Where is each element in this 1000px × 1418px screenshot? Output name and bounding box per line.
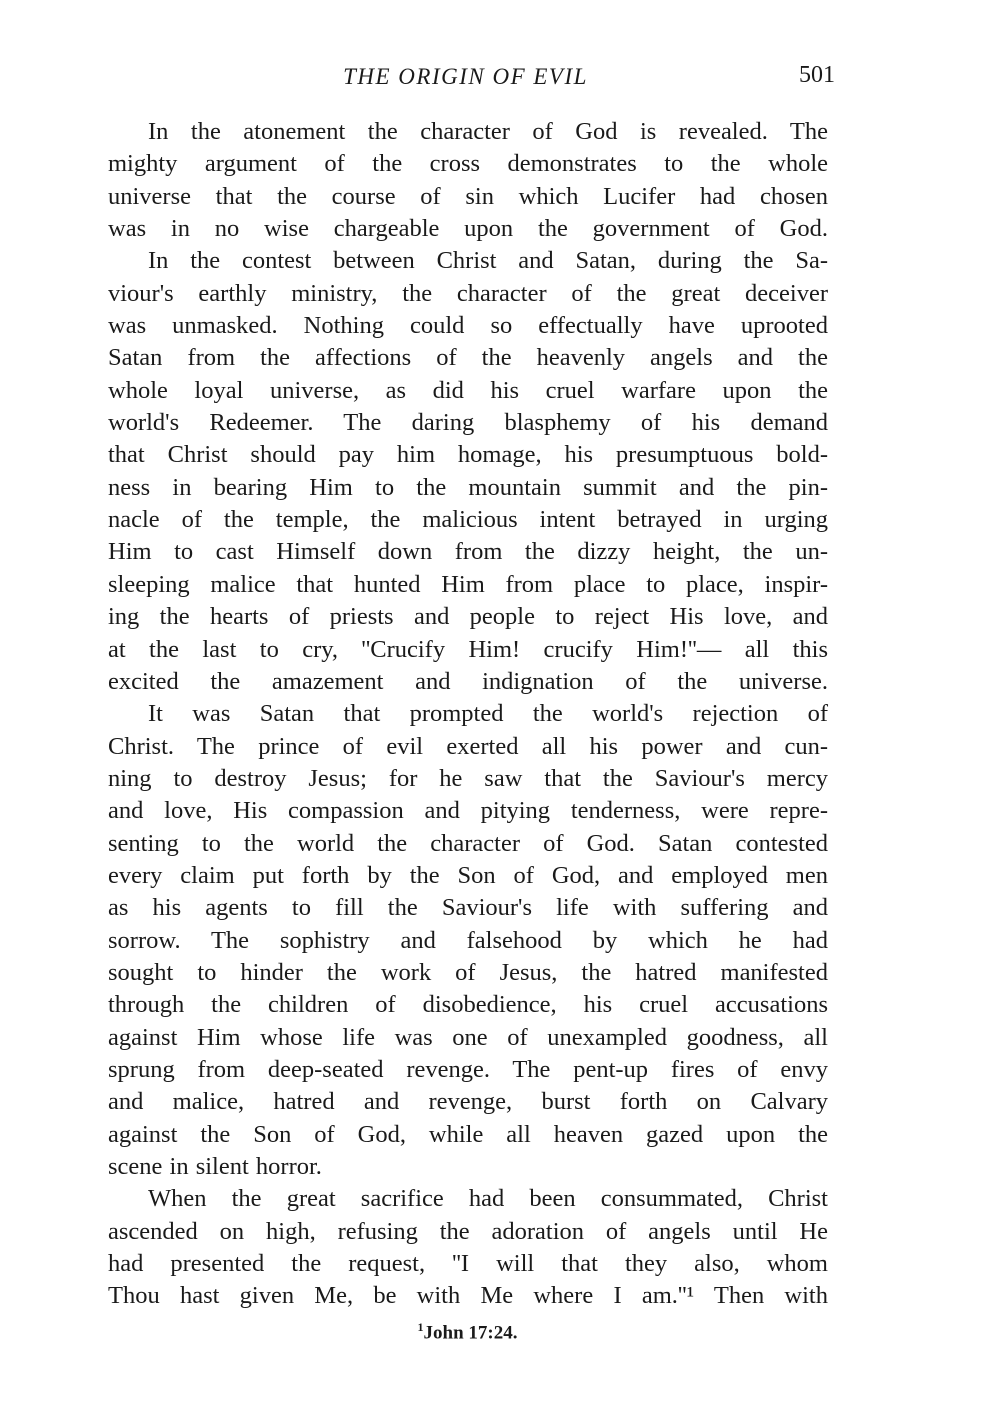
text-line: had presented the request, ''I will that they also, whom xyxy=(108,1250,828,1278)
text-line: ness in bearing Him to the mountain summit and the pin- xyxy=(108,473,828,501)
text-line: excited the amazement and indignation of the universe. xyxy=(108,667,828,695)
text-line: every claim put forth by the Son of God, and employed men xyxy=(108,861,828,889)
text-line: In the atonement the character of God is revealed. The xyxy=(148,118,828,145)
footnote-text: John 17:24. xyxy=(423,1322,518,1344)
text-line: against the Son of God, while all heaven gazed upon the xyxy=(108,1120,828,1148)
text-line: Christ. The prince of evil exerted all his power and cun- xyxy=(108,732,828,760)
text-line: viour's earthly ministry, the character of the great deceiver xyxy=(108,279,828,307)
text-line: nacle of the temple, the malicious intent betrayed in urging xyxy=(108,506,828,534)
footnote xyxy=(0,1320,935,1344)
text-line: sleeping malice that hunted Him from place to place, inspir- xyxy=(108,570,828,598)
text-line: through the children of disobedience, his cruel accusations xyxy=(108,991,828,1019)
page-number: 501 xyxy=(799,62,835,88)
text-line: Satan from the affections of the heavenly angels and the xyxy=(108,344,828,372)
text-line: was in no wise chargeable upon the government of God. xyxy=(108,215,828,243)
running-title: THE ORIGIN OF EVIL xyxy=(343,64,588,89)
text-line: It was Satan that prompted the world's rejection of xyxy=(148,700,828,728)
text-line: was unmasked. Nothing could so effectually have uprooted xyxy=(108,312,828,340)
text-line: sprung from deep-seated revenge. The pent-up fires of envy xyxy=(108,1055,828,1083)
text-line: mighty argument of the cross demonstrates to the whole xyxy=(108,150,828,178)
text-line: at the last to cry, ''Crucify Him! crucify Him!''— all this xyxy=(108,635,828,663)
text-line: sorrow. The sophistry and falsehood by which he had xyxy=(108,926,828,954)
text-line: sought to hinder the work of Jesus, the hatred manifested xyxy=(108,958,828,986)
text-line: and love, His compassion and pitying tenderness, were repre- xyxy=(108,797,828,825)
paragraph xyxy=(108,1183,828,1312)
text-line: against Him whose life was one of unexampled goodness, all xyxy=(108,1023,828,1051)
body-text xyxy=(108,116,828,1313)
text-line: that Christ should pay him homage, his presumptuous bold- xyxy=(108,441,828,469)
text-line: When the great sacrifice had been consummated, Christ xyxy=(148,1185,828,1213)
text-line: scene in silent horror. xyxy=(108,1153,322,1180)
footnote-marker: 1 xyxy=(417,1320,424,1334)
paragraph xyxy=(108,116,828,245)
text-line: ing the hearts of priests and people to reject His love, and xyxy=(108,603,828,631)
text-line: ascended on high, refusing the adoration of angels until He xyxy=(108,1217,828,1245)
text-line: universe that the course of sin which Lucifer had chosen xyxy=(108,182,828,210)
text-line: senting to the world the character of God. Satan contested xyxy=(108,829,828,857)
text-line: ning to destroy Jesus; for he saw that the Saviour's mercy xyxy=(108,764,828,792)
text-line: Him to cast Himself down from the dizzy height, the un- xyxy=(108,538,828,566)
text-line: as his agents to fill the Saviour's life with suffering and xyxy=(108,894,828,922)
paragraph xyxy=(108,245,828,698)
text-line: whole loyal universe, as did his cruel warfare upon the xyxy=(108,376,828,404)
text-line: In the contest between Christ and Satan, during the Sa- xyxy=(148,247,828,275)
paragraph xyxy=(108,698,828,1183)
text-line: and malice, hatred and revenge, burst forth on Calvary xyxy=(108,1088,828,1116)
text-line: world's Redeemer. The daring blasphemy of his demand xyxy=(108,409,828,437)
text-line: Thou hast given Me, be with Me where I am.''¹ Then with xyxy=(108,1282,828,1310)
page-header xyxy=(108,60,835,96)
